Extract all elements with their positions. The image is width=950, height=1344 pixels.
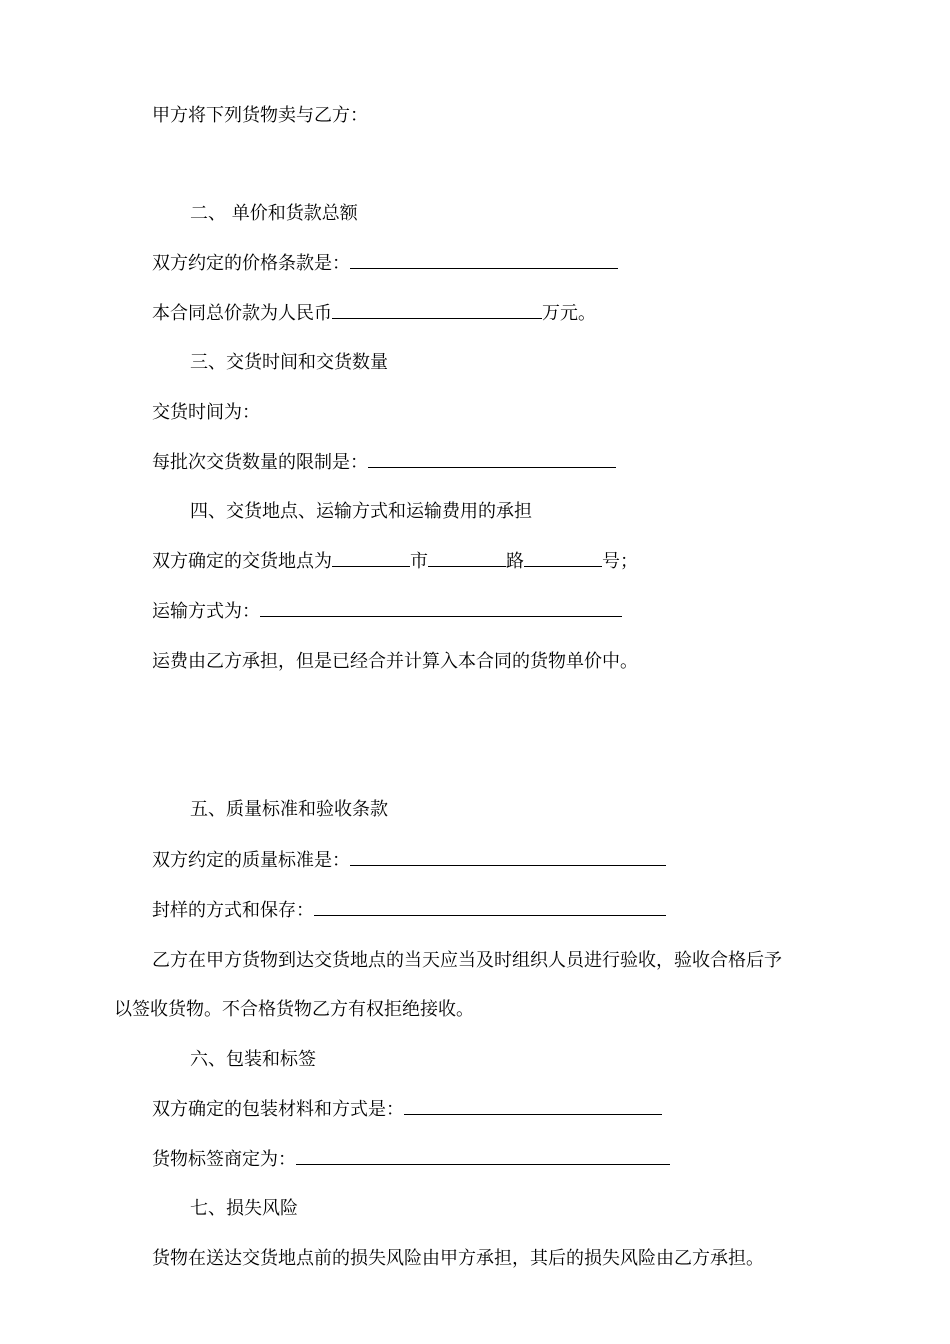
label-total-price: 本合同总价款为人民币	[152, 303, 332, 324]
clause-text	[152, 1148, 670, 1172]
clause-text	[152, 1247, 764, 1271]
label-transport: 运输方式为：	[152, 601, 260, 622]
clause-text	[152, 104, 368, 128]
text-sell-goods: 甲方将下列货物卖与乙方：	[152, 105, 368, 126]
blank-field	[332, 302, 542, 319]
label-delivery-place: 双方确定的交货地点为	[152, 551, 332, 572]
heading-delivery-time: 三、交货时间和交货数量	[190, 352, 388, 373]
clause-text	[114, 998, 474, 1022]
clause-text	[152, 550, 638, 574]
heading-quality: 五、质量标准和验收条款	[190, 799, 388, 820]
heading-delivery-place: 四、交货地点、运输方式和运输费用的承担	[190, 501, 532, 522]
blank-field	[350, 849, 666, 866]
blank-field	[524, 550, 602, 567]
clause-text	[152, 401, 260, 425]
heading-price: 二、 单价和货款总额	[190, 203, 358, 224]
blank-field	[350, 252, 618, 269]
clause-text	[152, 899, 666, 923]
text-freight: 运费由乙方承担，但是已经合并计算入本合同的货物单价中。	[152, 651, 638, 672]
section-heading	[190, 1197, 298, 1221]
blank-field	[314, 899, 666, 916]
text-inspection-1: 乙方在甲方货物到达交货地点的当天应当及时组织人员进行验收，验收合格后予	[152, 950, 782, 971]
clause-text	[152, 252, 618, 276]
clause-text	[152, 451, 616, 475]
text-inspection-2: 以签收货物。不合格货物乙方有权拒绝接收。	[114, 999, 474, 1020]
clause-text	[152, 600, 622, 624]
clause-text	[152, 849, 666, 873]
blank-field	[368, 451, 616, 468]
section-heading	[190, 500, 532, 524]
clause-text	[152, 650, 638, 674]
blank-field	[296, 1148, 670, 1165]
blank-field	[260, 600, 622, 617]
label-goods-tag: 货物标签商定为：	[152, 1149, 296, 1170]
heading-risk: 七、损失风险	[190, 1198, 298, 1219]
unit-wan-yuan: 万元。	[542, 303, 596, 324]
blank-field	[428, 550, 506, 567]
heading-packaging: 六、包装和标签	[190, 1049, 316, 1070]
label-quality-standard: 双方约定的质量标准是：	[152, 850, 350, 871]
label-packaging: 双方确定的包装材料和方式是：	[152, 1099, 404, 1120]
label-sample-seal: 封样的方式和保存：	[152, 900, 314, 921]
clause-text	[152, 949, 782, 973]
section-heading	[190, 202, 358, 226]
blank-field	[404, 1098, 662, 1115]
label-price-terms: 双方约定的价格条款是：	[152, 253, 350, 274]
label-city: 市	[410, 551, 428, 572]
text-risk: 货物在送达交货地点前的损失风险由甲方承担，其后的损失风险由乙方承担。	[152, 1248, 764, 1269]
section-heading	[190, 1048, 316, 1072]
label-number: 号；	[602, 551, 638, 572]
label-batch-limit: 每批次交货数量的限制是：	[152, 452, 368, 473]
section-heading	[190, 351, 388, 375]
blank-field	[332, 550, 410, 567]
label-road: 路	[506, 551, 524, 572]
clause-text	[152, 302, 596, 326]
section-heading	[190, 798, 388, 822]
clause-text	[152, 1098, 662, 1122]
label-delivery-time: 交货时间为：	[152, 402, 260, 423]
